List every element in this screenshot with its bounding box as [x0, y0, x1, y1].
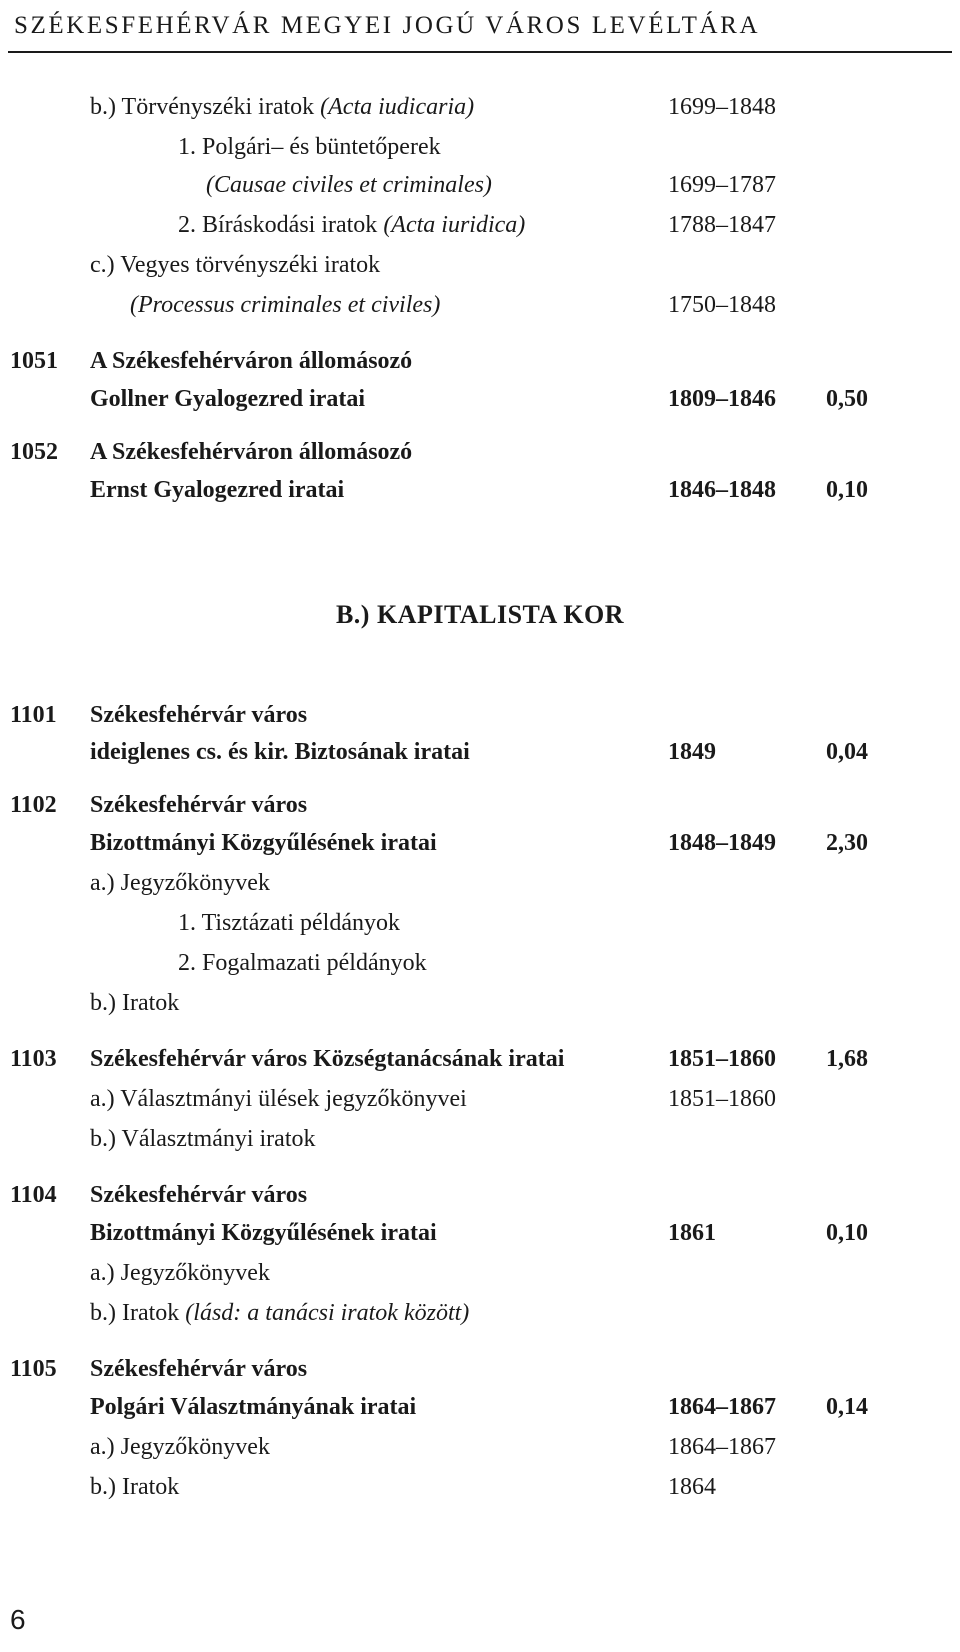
sub-b: b.) Iratok [90, 1474, 180, 1500]
b2-label-line [178, 210, 525, 240]
entry-size: 0,14 [826, 1394, 868, 1420]
entry-years: 1809–1846 [668, 386, 776, 412]
sub-a2: 2. Fogalmazati példányok [178, 950, 427, 976]
entry-years: 1861 [668, 1220, 716, 1246]
entry-code: 1105 [10, 1356, 57, 1382]
entry-code: 1102 [10, 792, 57, 818]
entry-line2: Ernst Gyalogezred iratai [90, 477, 345, 503]
entry-line1: Székesfehérvár város [90, 1182, 308, 1208]
sub-b: b.) Választmányi iratok [90, 1126, 316, 1152]
c-latin: (Processus criminales et civiles) [130, 292, 441, 318]
entry-years: 1846–1848 [668, 477, 776, 503]
entry-years: 1849 [668, 739, 716, 765]
entry-line1: Székesfehérvár város [90, 702, 308, 728]
entry-code: 1052 [10, 439, 58, 465]
entry-line2: Polgári Választmányának iratai [90, 1394, 417, 1420]
entry-code: 1101 [10, 702, 57, 728]
b-label-line [90, 92, 474, 122]
c-years: 1750–1848 [668, 292, 776, 318]
b1-years: 1699–1787 [668, 172, 776, 198]
page-number: 6 [10, 1604, 26, 1635]
entry-size: 0,10 [826, 477, 868, 503]
header-rule [8, 51, 952, 53]
entry-line2: Gollner Gyalogezred iratai [90, 386, 366, 412]
entry-years: 1848–1849 [668, 830, 776, 856]
b-years: 1699–1848 [668, 94, 776, 120]
entry-line2: Bizottmányi Közgyűlésének iratai [90, 1220, 437, 1246]
b-label-latin: (Acta iudicaria) [320, 94, 475, 120]
entry-line1: Székesfehérvár város Községtanácsának iratai [90, 1046, 565, 1072]
entry-years: 1851–1860 [668, 1046, 776, 1072]
sub-a: a.) Jegyzőkönyvek [90, 1260, 270, 1286]
entry-size: 0,04 [826, 739, 868, 765]
entry-size: 0,10 [826, 1220, 868, 1246]
entry-size: 0,50 [826, 386, 868, 412]
sub-a-years: 1851–1860 [668, 1086, 776, 1112]
entry-code: 1051 [10, 348, 58, 374]
b-label: b.) Törvényszéki iratok [90, 94, 321, 120]
entry-code: 1104 [10, 1182, 57, 1208]
b1-latin: (Causae civiles et criminales) [206, 172, 492, 198]
b2-years: 1788–1847 [668, 212, 776, 238]
entry-code: 1103 [10, 1046, 57, 1072]
entry-size: 1,68 [826, 1046, 868, 1072]
entry-line1: Székesfehérvár város [90, 1356, 308, 1382]
sub-a: a.) Jegyzőkönyvek [90, 1434, 270, 1460]
entry-line2: Bizottmányi Közgyűlésének iratai [90, 830, 437, 856]
sub-b-note: (lásd: a tanácsi iratok között) [185, 1300, 470, 1326]
entry-line1: A Székesfehérváron állomásozó [90, 439, 413, 465]
page-header-title: SZÉKESFEHÉRVÁR MEGYEI JOGÚ VÁROS LEVÉLTÁRA [14, 12, 761, 39]
section-title: B.) KAPITALISTA KOR [335, 600, 625, 629]
entry-line1: Székesfehérvár város [90, 792, 308, 818]
b2-label: 2. Bíráskodási iratok [178, 212, 384, 238]
sub-b: b.) Iratok [90, 990, 180, 1016]
entry-line2: ideiglenes cs. és kir. Biztosának iratai [90, 739, 470, 765]
sub-a: a.) Jegyzőkönyvek [90, 870, 270, 896]
sub-a: a.) Választmányi ülések jegyzőkönyvei [90, 1086, 467, 1112]
sub-a-years: 1864–1867 [668, 1434, 776, 1460]
entry-years: 1864–1867 [668, 1394, 776, 1420]
sub-a1: 1. Tisztázati példányok [178, 910, 400, 936]
b1-label: 1. Polgári– és büntetőperek [178, 134, 441, 160]
entry-line1: A Székesfehérváron állomásozó [90, 348, 413, 374]
sub-b-line [90, 1298, 469, 1328]
sub-b: b.) Iratok [90, 1300, 186, 1326]
b2-latin: (Acta iuridica) [383, 212, 526, 238]
c-label: c.) Vegyes törvényszéki iratok [90, 252, 381, 278]
entry-size: 2,30 [826, 830, 868, 856]
sub-b-years: 1864 [668, 1474, 716, 1500]
